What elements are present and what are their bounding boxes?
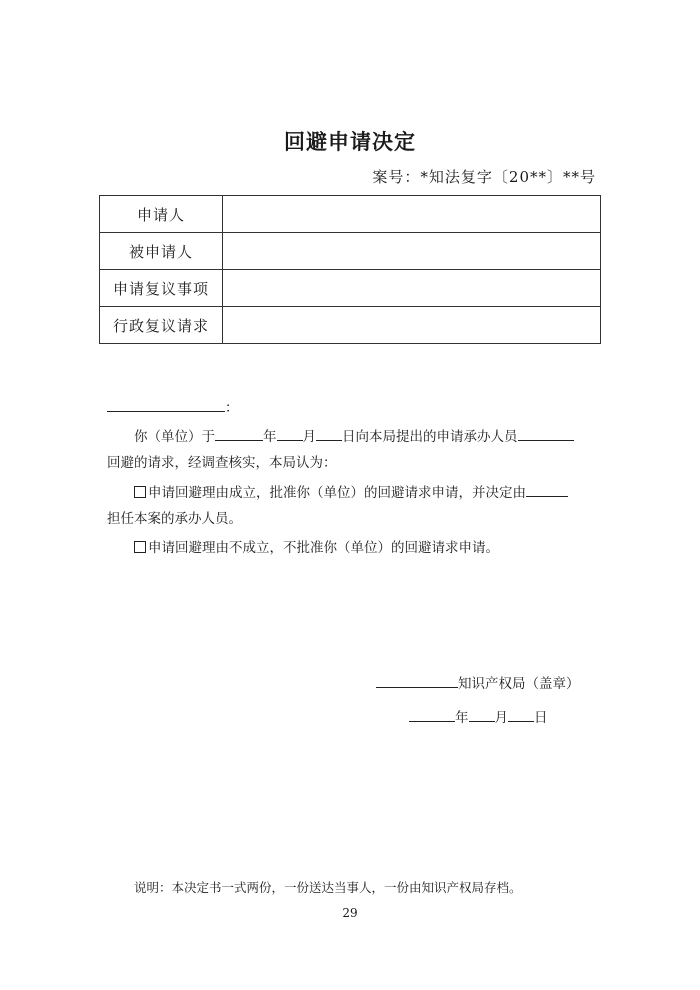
document-title: 回避申请决定 (284, 130, 416, 154)
signature-date-line (409, 706, 548, 726)
case-number: 案号：*知法复字〔20**〕**号 (372, 168, 596, 186)
row-label-respondent: 被申请人 (100, 233, 223, 270)
signature-org-line (376, 672, 580, 692)
sign-day-label: 日 (534, 710, 548, 726)
row-label-review-matter: 申请复议事项 (100, 270, 223, 307)
month-label: 月 (302, 429, 316, 445)
approve-checkbox[interactable] (134, 486, 146, 498)
staff-blank[interactable] (518, 426, 574, 441)
option-approve-line (134, 481, 568, 501)
row-label-applicant: 申请人 (100, 196, 223, 233)
sign-month-label: 月 (494, 710, 508, 726)
sign-year-blank[interactable] (409, 707, 455, 722)
footnote: 说明：本决定书一式两份，一份送达当事人，一份由知识产权局存档。 (134, 880, 522, 895)
addressee-line (107, 396, 239, 416)
request-text: 日向本局提出的申请承办人员 (342, 429, 518, 445)
month-blank[interactable] (277, 426, 303, 441)
table-row (100, 196, 601, 233)
approve-text: 申请回避理由成立，批准你（单位）的回避请求申请，并决定由 (148, 485, 526, 501)
you-unit-text: 你（单位）于 (134, 429, 215, 445)
signature-org: 知识产权局（盖章） (458, 676, 580, 692)
row-value-review-request[interactable] (223, 307, 601, 344)
info-table (99, 195, 601, 344)
table-row (100, 270, 601, 307)
paragraph-1-line-1 (134, 425, 574, 445)
sign-year-label: 年 (455, 710, 469, 726)
signature-blank[interactable] (376, 673, 458, 688)
replacement-staff-blank[interactable] (526, 482, 568, 497)
sign-month-blank[interactable] (469, 707, 495, 722)
row-value-review-matter[interactable] (223, 270, 601, 307)
addressee-blank[interactable] (107, 397, 225, 412)
sign-day-blank[interactable] (508, 707, 534, 722)
option-reject-line (134, 536, 499, 556)
row-value-applicant[interactable] (223, 196, 601, 233)
reject-checkbox[interactable] (134, 541, 146, 553)
page-number: 29 (342, 906, 358, 920)
table-row (100, 233, 601, 270)
year-blank[interactable] (215, 426, 263, 441)
option-approve-line-2: 担任本案的承办人员。 (107, 511, 242, 527)
year-label: 年 (263, 429, 277, 445)
reject-text: 申请回避理由不成立，不批准你（单位）的回避请求申请。 (148, 540, 499, 556)
row-label-review-request: 行政复议请求 (100, 307, 223, 344)
row-value-respondent[interactable] (223, 233, 601, 270)
table-row (100, 307, 601, 344)
day-blank[interactable] (316, 426, 342, 441)
addressee-colon: ： (225, 400, 239, 416)
paragraph-1-line-2: 回避的请求，经调查核实，本局认为： (107, 455, 337, 471)
